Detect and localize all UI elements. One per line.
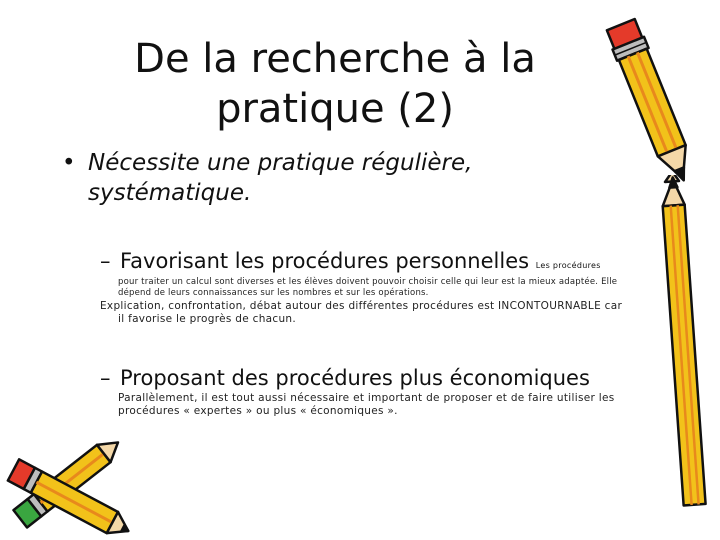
- sub-bullet-1: [100, 248, 660, 279]
- pencil-top-icon: [598, 4, 708, 194]
- pencils-bottom-icon: [0, 430, 140, 540]
- title-line-1: De la recherche à la: [134, 36, 536, 82]
- bullet-main: [62, 148, 622, 208]
- sub-bullet-2: [100, 365, 660, 391]
- sub-bullet-1-detail-2: dépend de leurs connaissances sur les nombres et sur les opérations.: [118, 288, 429, 298]
- sub-bullet-2-heading: Proposant des procédures plus économiques: [120, 366, 590, 390]
- sub-bullet-1-inline: Les procédures: [535, 261, 601, 270]
- sub-bullet-2-detail-2: procédures « expertes » ou plus « économiques ».: [118, 405, 398, 417]
- sub-bullet-1-heading: Favorisant les procédures personnelles: [120, 249, 530, 273]
- slide-title: [40, 34, 630, 134]
- pencil-right-icon: [655, 175, 715, 530]
- sub-bullet-1-detail-1: pour traiter un calcul sont diverses et les élèves doivent pouvoir choisir celle qui leur est la mieux adaptée. Elle: [118, 277, 618, 287]
- title-line-2: pratique (2): [216, 86, 454, 132]
- bullet-main-text: Nécessite une pratique régulière, systématique.: [88, 150, 473, 206]
- dash-icon: –: [100, 366, 111, 390]
- sub-bullet-1-extra-2: il favorise le progrès de chacun.: [118, 313, 296, 325]
- dash-icon: –: [100, 249, 111, 273]
- bullet-dot-icon: •: [62, 150, 76, 176]
- sub-bullet-2-detail-1: Parallèlement, il est tout aussi nécessaire et important de proposer et de faire utiliser les: [118, 392, 615, 404]
- sub-bullet-1-extra-1: Explication, confrontation, débat autour des différentes procédures est INCONTOURNABLE car: [100, 300, 623, 312]
